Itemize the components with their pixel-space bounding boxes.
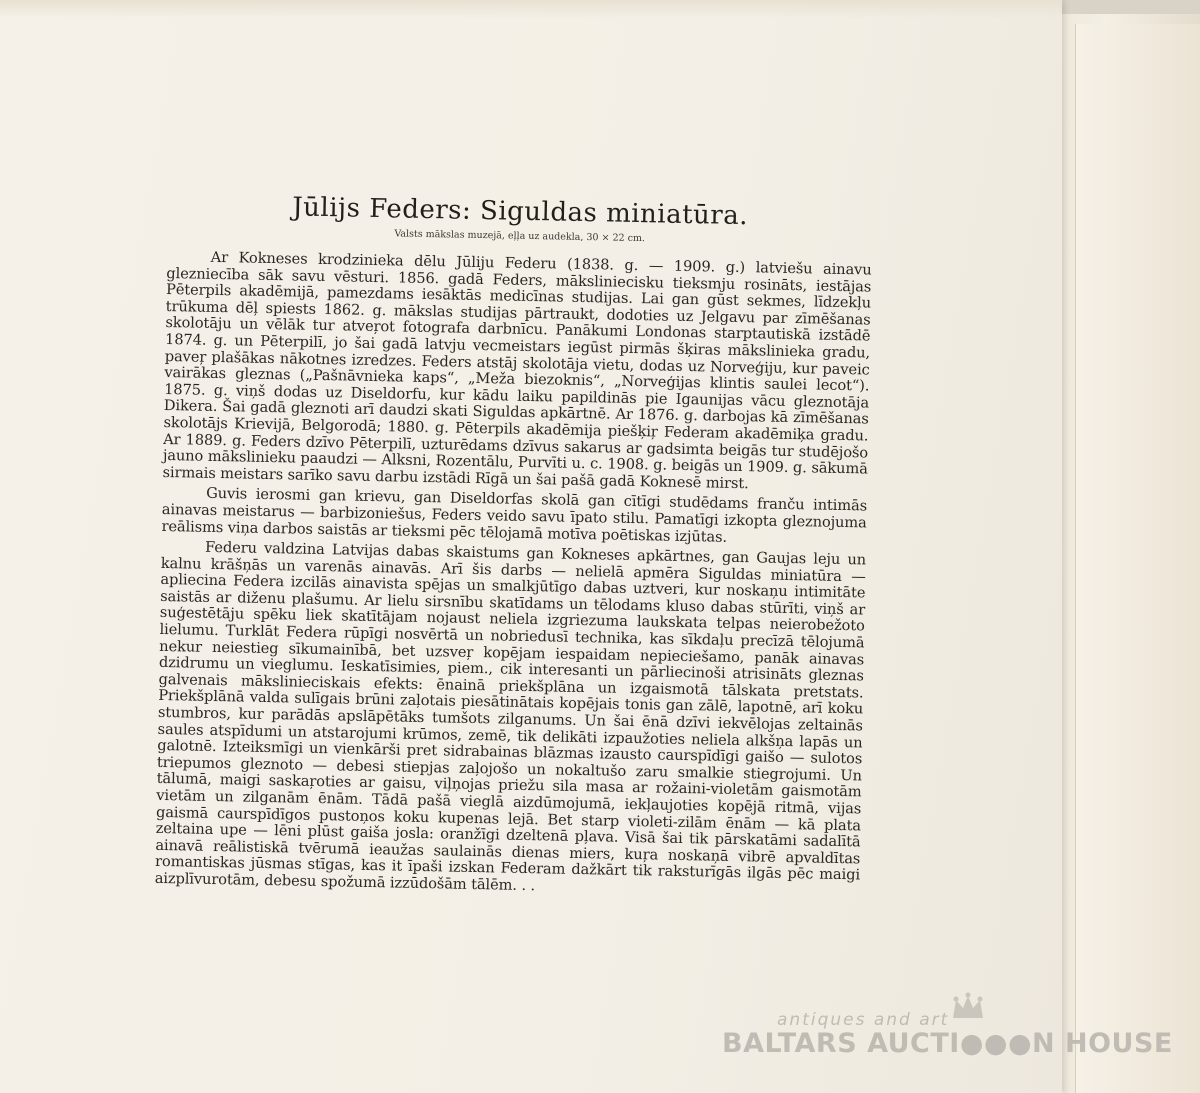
watermark-brand: BALTARS AUCTI●●●N HOUSE: [722, 1028, 1173, 1059]
crown-icon: [950, 992, 986, 1022]
paragraph-style: Guvis ierosmi gan krievu, gan Diseldorfas skolā gan cītīgi studēdams franču intimās ainavas meistarus — barbizoniešus, Feders veido savu īpato stilu. Pamatīgi izkopta gleznojuma reālisms viņa darbos saistās ar tieksmi pēc tēlojamā motīva poētiskas izjūtas.: [161, 485, 868, 546]
document-title: Jūlijs Feders: Siguldas miniatūra.: [291, 192, 749, 232]
paragraph-analysis: Federu valdzina Latvijas dabas skaistums gan Kokneses apkārtnes, gan Gaujas leju un kalnu krāšņās un varenās ainavās. Arī šis darbs — nelielā apmēra Siguldas miniatūra — apliecina Federa izcilās ainavista spējas un smalkjūtīgo dabas uztveri, kur noskaņu intimitāte saistās ar diženu plašumu. Ar lielu sirsnību skatīdams un tēlodams kluso dabas stūrīti, viņš ar suģestētāju spēku liek skatītājam nojaust neliela izgriezuma laukskata telpas neierobežoto lielumu. Turklāt Federa rūpīgi nosvērtā un nobriedusī technika, kas sīkdaļu precīzā tēlojumā nekur neiestieg sīkumainībā, bet uzsveŗ kopējam iespaidam nepieciešamo, panāk ainavas dzidrumu un vieglumu. Ieskatīsimies, piem., cik interesanti un pārliecinoši atrisināts gleznas galvenais mākslinieciskais efekts: ēnainā priekšplāna un izgaismotā tālskata pretstats. Priekšplānā valda sulīgais brūni zaļotais piesātinātais kopējais tonis gan zālē, lapotnē, arī koku stumbros, kur parādās apslāpētāks tumšots zilganums. Un šai ēnā dzīvi iekvēlojas zeltainās saules atspīdumi un atstarojumi krūmos, zemē, tik delikāti izpaužoties neliela alkšņa lapās un galotnē. Izteiksmīgi un vienkārši pret sidrabainas blāzmas izausto caurspīdīgi gaišo — sulotos triepumos gleznoto — debesi stiepjas zaļojošo un nokaltušo zaru smalkie stiegrojumi. Un tālumā, maigi saskaŗoties ar gaisu, viļņojas priežu sila masa ar rožaini-violetām gaismotām vietām un zilganām ēnām. Tādā pašā vieglā aizdūmojumā, iekļaujoties kopējā ritmā, vijas gaismā caurspīdīgos pustoņos koku kupenas lejā. Bet starp violeti-zilām ēnām — kā plata zeltaina upe — lēni plūst gaiša josla: oranžīgi dzeltenā pļava. Visā šai tik pārskatāmi sadalītā ainavā reālistiskā tvērumā ieaužas saulainās dienas miers, kuŗa noskaņā vibrē apvaldītas romantiskas jūsmas stīgas, kas it īpaši izskan Federam dažkārt tik raksturīgās ilgās pēc maigi aizplīvurotām, debesu spožumā izzūdošām tālēm. . .: [154, 538, 867, 895]
document-content: [155, 190, 873, 903]
paragraph-biography: Ar Kokneses krodzinieka dēlu Jūliju Federu (1838. g. — 1909. g.) latviešu ainavu glezniecība sāk savu vēsturi. 1856. gadā Feders, māksliniecisku tieksmju rosināts, iestājas Pēterpils akadēmijā, pamezdams iesāktās medicīnas studijas. Lai gan gūst sekmes, līdzekļu trūkuma dēļ spiests 1862. g. mākslas studijas pārtraukt, dodoties uz Jelgavu par zīmēšanas skolotāju un vēlāk tur atveŗot fotografa darbnīcu. Panākumi Londonas starptautiskā izstādē 1874. g. un Pēterpilī, jo šai gadā latvju vecmeistars iegūst pirmās šķiras mākslinieka gradu, paveŗ plašākas nākotnes izredzes. Feders atstāj skolotāja vietu, dodas uz Norveģiju, kur paveic vairākas gleznas („Pašnāvnieka kaps“, „Meža biezoknis“, „Norveģijas klintis saulei lecot“). 1875. g. viņš dodas uz Diseldorfu, kur kādu laiku papildinās pie Igaunijas vācu gleznotāja Dikera. Šai gadā gleznoti arī daudzi skati Siguldas apkārtnē. Ar 1876. g. darbojas kā zīmēšanas skolotājs Krievijā, Belgorodā; 1880. g. Pēterpils akadēmija piešķiŗ Federam akadēmiķa gradu. Ar 1889. g. Feders dzīvo Pēterpilī, uzturēdams dzīvus sakarus ar gadsimta beigās tur studējošo jauno mākslinieku paaudzi — Alksni, Rozentālu, Purvīti u. c. 1908. g. beigās un 1909. g. sākumā sirmais meistars sarīko savu darbu izstādi Rīgā un šai pašā gadā Koknesē mirst.: [162, 248, 872, 492]
watermark: [722, 1010, 1173, 1070]
document-subtitle: Valsts mākslas muzejā, eļļa uz audekla, 30 × 22 cm.: [394, 228, 646, 245]
page-stack-edge-inner: [1075, 24, 1200, 1093]
watermark-tagline: antiques and art: [777, 1010, 950, 1030]
